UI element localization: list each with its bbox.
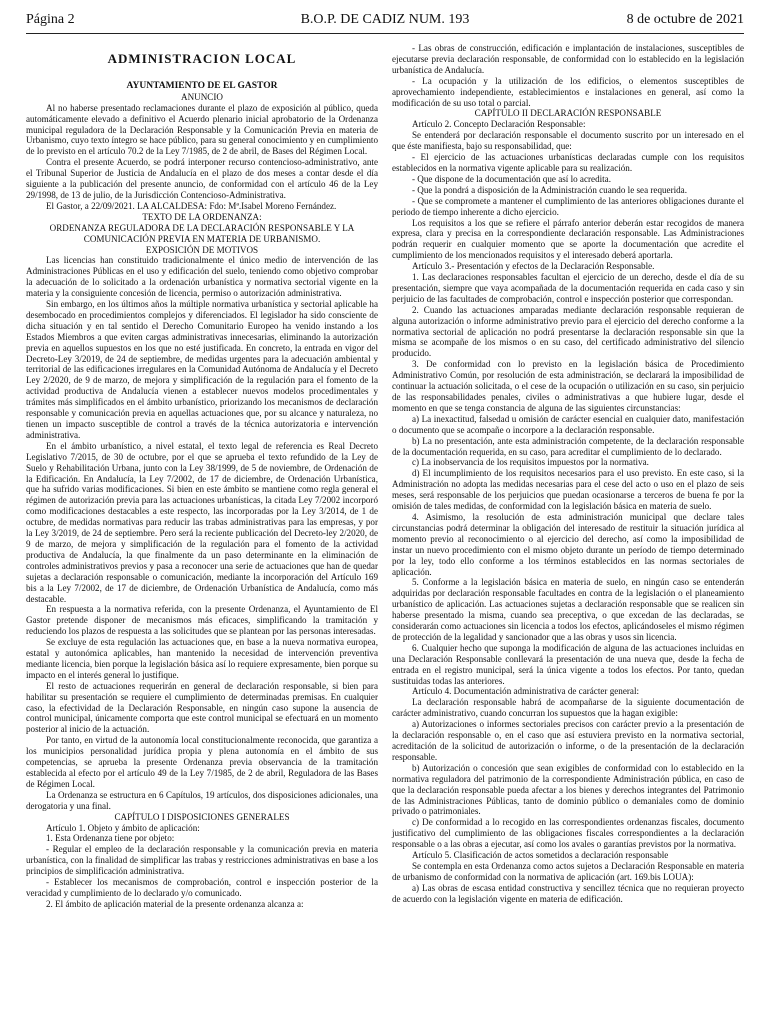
paragraph: La declaración responsable habrá de acompañarse de la siguiente documentación de carácter administrativo, cuando concurran los supuestos que la hagan exigible: xyxy=(392,697,744,719)
paragraph: El Gastor, a 22/09/2021. LA ALCALDESA: Fdo: Mª.Isabel Moreno Fernández. xyxy=(46,200,337,211)
paragraph: 1. Esta Ordenanza tiene por objeto: xyxy=(46,833,175,844)
paragraph: Artículo 2. Concepto Declaración Responsable: xyxy=(412,119,586,130)
paragraph: a) Autorizaciones o informes sectoriales precisos con carácter previo a la presentación de la declaración responsable o, en el caso que así estuviera previsto en la normativa sectorial, acreditación de la solicitud de autorización o informe, o de la presentación de la declaración responsable. xyxy=(392,719,744,762)
paragraph: - Regular el empleo de la declaración responsable y la comunicación previa en materia urbanística, con la finalidad de simplificar las trabas y restricciones administrativas en base a los principios de simplificación administrativa. xyxy=(26,844,378,877)
paragraph: Contra el presente Acuerdo, se podrá interponer recurso contencioso-administrativo, ante el Tribunal Superior de Justicia de Andalucía en el plazo de dos meses a contar desde el día siguiente a la publicación del presente anuncio, de conformidad con el artículo 46 de la Ley 29/1998, de 13 de julio, de la Jurisdicción Contencioso-Administrativa. xyxy=(26,157,378,200)
paragraph: b) La no presentación, ante esta administración competente, de la declaración responsable de la documentación requerida, en su caso, para acreditar el cumplimiento de lo declarado. xyxy=(392,435,744,457)
paragraph: Se excluye de esta regulación las actuaciones que, en base a la nueva normativa europea, estatal y autonómica aplicables, han mantenido la necesidad de intervención preventiva mediante licencia, bien porque la legislación básica así lo requiere expresamente, bien porque su impacto en el interés general lo justifique. xyxy=(26,637,378,680)
paragraph: En el ámbito urbanístico, a nivel estatal, el texto legal de referencia es Real Decreto Legislativo 7/2015, de 30 de octubre, por el que se aprueba el texto refundido de la Ley de Suelo y Rehabilitación Urbana, junto con la Ley 38/1999, de 5 de noviembre, de Ordenación de la Edificación. En Andalucía, la Ley 7/2002, de 17 de diciembre, de Ordenación Urbanística, que ha sufrido varias modificaciones. Si bien en este ámbito se mantiene como regla general el régimen de autorización previa para las actuaciones urbanísticas, la citada Ley 7/2002 incorporó como modificaciones destacables a este respecto, las incorporadas por la Ley 3/2014, de 1 de octubre, de medidas normativas para reducir las trabas administrativas para las empresas, y por la Ley 3/2019, de 24 de septiembre. Pero será la reciente publicación del Decreto-ley 2/2020, de 9 de marzo, de mejora y simplificación de la regulación para el fomento de la actividad productiva de Andalucía, la que finalmente da un paso determinante en la eliminación de controles administrativos previos y pasa a reconocer una serie de actuaciones que han de quedar sujetas a declaración responsable o comunicación, mediante la incorporación del Artículo 169 bis a la Ley 7/2002, de 17 de diciembre, de Ordenación Urbanística de Andalucía, como más destacable. xyxy=(26,440,378,604)
paragraph: - Establecer los mecanismos de comprobación, control e inspección posterior de la veracidad y cumplimiento de lo declarado y/o comunicado. xyxy=(26,877,378,898)
organization-heading: AYUNTAMIENTO DE EL GASTOR xyxy=(126,80,278,91)
section-title: ADMINISTRACION LOCAL xyxy=(107,51,297,66)
paragraph: Se entenderá por declaración responsable el documento suscrito por un interesado en el que éste manifiesta, bajo su responsabilidad, que: xyxy=(392,130,744,152)
left-column xyxy=(26,40,378,910)
paragraph: El resto de actuaciones requerirán en general de declaración responsable, si bien para habilitar su presentación se requiere el cumplimiento de determinadas premisas. En cualquier caso, la efectividad de la Declaración Responsable, en ningún caso supone la ausencia de control municipal, únicamente comporta que este control municipal se efectuará en un momento posterior al inicio de la actuación. xyxy=(26,680,378,735)
paragraph: c) La inobservancia de los requisitos impuestos por la normativa. xyxy=(412,457,649,468)
paragraph: - La ocupación y la utilización de los edificios, o elementos susceptibles de aprovechamiento independiente, establecimientos e instalaciones en general, así como la modificación de su uso total o parcial. xyxy=(392,75,744,108)
paragraph: 2. El ámbito de aplicación material de la presente ordenanza alcanza a: xyxy=(46,898,304,909)
paragraph: Sin embargo, en los últimos años la múltiple normativa urbanística y sectorial aplicable ha desembocado en procedimientos complejos y diferenciados. El legislador ha sido consciente de dicha situación y en tal sentido el Derecho Comunitario Europeo ha venido instando a los Estados Miembros a que eviten cargas administrativas innecesarias, eliminando la autorización previa en aquellos supuestos en los que no esté justificada. En concreto, la entrada en vigor del Decreto-Ley 3/2019, de 24 de septiembre, de medidas urgentes para la adecuación ambiental y territorial de las edificaciones irregulares en la Comunidad Autónoma de Andalucía y el Decreto Ley 2/2020, de 9 de marzo, de mejora y simplificación de la regulación para el fomento de la actividad productiva de Andalucía vienen a establecer nuevos modelos procedimentales y trámites más simplificados en el ámbito urbanístico, priorizando los mecanismos de declaración responsable y comunicación previa en aquellas actuaciones que, por su alcance y naturaleza, no tienen un impacto susceptible de control a través de la técnica autorizatoria e intervención administrativa. xyxy=(26,299,378,440)
bulletin-date: 8 de octubre de 2021 xyxy=(626,12,744,27)
paragraph: Artículo 5. Clasificación de actos sometidos a declaración responsable xyxy=(412,850,669,861)
paragraph: 1. Las declaraciones responsables facultan el ejercicio de un derecho, desde el día de su presentación, siempre que vaya acompañada de la documentación requerida en cada caso y sin perjuicio de las facultades de comprobación, control e inspección posterior que correspondan. xyxy=(392,272,744,304)
right-column xyxy=(392,43,744,905)
paragraph: 4. Asimismo, la resolución de esta administración municipal que declare tales circunstancias podrá determinar la obligación del interesado de restituir la situación jurídica al momento previo al reconocimiento o al ejercicio del derecho, así como la imposibilidad de instar un nuevo procedimiento con el mismo objeto durante un período de tiempo determinado por la ley, todo ello conforme a los términos establecidos en las normas sectoriales de aplicación. xyxy=(392,511,744,577)
paragraph: - Las obras de construcción, edificación e implantación de instalaciones, susceptibles de ejecutarse previa declaración responsable, de conformidad con lo establecido en la legislación urbanística de Andalucía. xyxy=(392,43,744,75)
centered-heading: ANUNCIO xyxy=(181,91,223,102)
paragraph: - El ejercicio de las actuaciones urbanísticas declaradas cumple con los requisitos establecidos en la normativa vigente aplicable para su realización. xyxy=(392,152,744,173)
centered-heading: TEXTO DE LA ORDENANZA: xyxy=(142,211,262,222)
header-rule xyxy=(26,33,744,34)
centered-heading: EXPOSICIÓN DE MOTIVOS xyxy=(145,244,259,255)
paragraph: Los requisitos a los que se refiere el párrafo anterior deberán estar recogidos de manera expresa, clara y precisa en la correspondiente declaración responsable. Las Administraciones podrán requerir en cualquier momento que se aporte la documentación que acredite el cumplimiento de los mencionados requisitos y el interesado deberá aportarla. xyxy=(392,217,744,261)
paragraph: a) La inexactitud, falsedad u omisión de carácter esencial en cualquier dato, manifestación o documento que se acompañe o incorpore a la declaración responsable. xyxy=(392,413,744,435)
paragraph: - Que la pondrá a disposición de la Administración cuando le sea requerida. xyxy=(412,184,687,195)
page-header xyxy=(26,12,744,32)
paragraph: Por tanto, en virtud de la autonomía local constitucionalmente reconocida, que garantiza a los municipios personalidad jurídica propia y plena autonomía en el ámbito de sus competencias, se aprueba la presente Ordenanza previa observancia de la tramitación establecida al efecto por el artículo 49 de la Ley 7/1985, de 2 de abril, Reguladora de las Bases de Régimen Local. xyxy=(26,735,378,789)
paragraph: b) Autorización o concesión que sean exigibles de conformidad con lo establecido en la normativa reguladora del patrimonio de la correspondiente Administración pública, en caso de que la declaración responsable pueda afectar a los bienes y derechos integrantes del Patrimonio de las Administraciones Públicas, tanto de dominio público o demaniales como de dominio privado o patrimoniales. xyxy=(392,762,744,817)
paragraph: Artículo 4. Documentación administrativa de carácter general: xyxy=(412,686,639,697)
paragraph: Las licencias han constituido tradicionalmente el único medio de intervención de las Administraciones Públicas en el uso y edificación del suelo, teniendo como objetivo comprobar la adecuación de lo solicitado a la ordenación urbanística y normativa sectorial vigente en la materia y la consiguiente concesión de licencia, permiso o autorización administrativa. xyxy=(26,255,378,299)
paragraph: 6. Cualquier hecho que suponga la modificación de alguna de las actuaciones incluidas en una Declaración Responsable conllevará la presentación de una nueva que, desde la fecha de entrada en el registro municipal, será la única vigente a todos los efectos. Por tanto, quedan sustituidas todas las anteriores. xyxy=(392,642,744,686)
paragraph: d) El incumplimiento de los requisitos necesarios para el uso previsto. En este caso, si la Administración no adopta las medidas necesarias para el cese del acto o uso en el plazo de seis meses, será responsable de los perjuicios que puedan ocasionarse a terceros de buena fe por la omisión de tales medidas, de conformidad con la legislación básica en materia de suelo. xyxy=(392,468,744,512)
paragraph: Se contempla en esta Ordenanza como actos sujetos a Declaración Responsable en materia de urbanismo de conformidad con la normativa de aplicación (art. 169.bis LOUA): xyxy=(392,860,744,882)
paragraph: 2. Cuando las actuaciones amparadas mediante declaración responsable requieran de alguna autorización o informe administrativo previo para el ejercicio del derecho conforme a la normativa sectorial de aplicación no podrá presentarse la declaración responsable sin que la misma se acompañe de los mismos o en su caso, del certificado administrativo del silencio producido. xyxy=(392,304,744,359)
paragraph: Artículo 1. Objeto y ámbito de aplicación: xyxy=(46,822,200,833)
paragraph: 5. Conforme a la legislación básica en materia de suelo, en ningún caso se entenderán adquiridas por declaración responsable facultades en contra de la legislación o el planeamiento urbanístico de aplicación. Las actuaciones sujetas a declaración responsable que se realicen sin haberse presentado la misma, cuando sea preceptiva, o que excedan de las declaradas, se considerarán como actuaciones sin licencia a todos los efectos, aplicándoseles el mismo régimen de protección de la legalidad y sancionador que a las obras y usos sin licencia. xyxy=(392,577,744,642)
paragraph: c) De conformidad a lo recogido en las correspondientes ordenanzas fiscales, documento justificativo del cumplimiento de las obligaciones fiscales correspondientes a la declaración responsable o a las obras a ejecutar, así como los avales o garantías previstos por la normativa. xyxy=(392,817,744,850)
bulletin-title: B.O.P. DE CADIZ NUM. 193 xyxy=(300,12,470,27)
paragraph: Artículo 3.- Presentación y efectos de la Declaración Responsable. xyxy=(412,261,655,272)
paragraph: Al no haberse presentado reclamaciones durante el plazo de exposición al público, queda automáticamente elevado a definitivo el Acuerdo plenario inicial aprobatorio de la Ordenanza municipal reguladora de la Declaración Responsable y la Comunicación Previa en materia de Urbanismo, cuyo texto íntegro se hace público, para su general conocimiento y en cumplimiento de lo previsto en el artículo 70.2 de la Ley 7/1985, de 2 de abril, de Bases del Régimen Local. xyxy=(26,102,378,157)
centered-heading: ORDENANZA REGULADORA DE LA DECLARACIÓN RESPONSABLE Y LA COMUNICACIÓN PREVIA EN MATERIA DE URBANISMO. xyxy=(49,222,355,244)
centered-heading: CAPÍTULO II DECLARACIÓN RESPONSABLE xyxy=(474,108,662,119)
paragraph: - Que dispone de la documentación que así lo acredita. xyxy=(412,173,611,184)
paragraph: - Que se compromete a mantener el cumplimiento de las anteriores obligaciones durante el periodo de tiempo inherente a dicho ejercicio. xyxy=(392,195,744,217)
paragraph: 3. De conformidad con lo previsto en la legislación básica de Procedimiento Administrativo Común, por resolución de esta administración, se declarará la imposibilidad de continuar la actuación solicitada, o el cese de la ocupación o utilización en su caso, sin perjuicio de las responsabilidades penales, civiles o administrativas a que hubiere lugar, desde el momento en que se tenga constancia de alguna de las siguientes circunstancias: xyxy=(392,359,744,413)
paragraph: a) Las obras de escasa entidad constructiva y sencillez técnica que no requieran proyecto de acuerdo con la legislación vigente en materia de edificación. xyxy=(392,882,744,904)
page-number: Página 2 xyxy=(26,12,75,27)
centered-heading: CAPÍTULO I DISPOSICIONES GENERALES xyxy=(114,811,290,822)
paragraph: En respuesta a la normativa referida, con la presente Ordenanza, el Ayuntamiento de El Gastor pretende disponer de mecanismos más eficaces, simplificando la tramitación y reduciendo los plazos de respuesta a las solicitudes que se plantean por las personas interesadas. xyxy=(26,604,378,637)
paragraph: La Ordenanza se estructura en 6 Capítulos, 19 artículos, dos disposiciones adicionales, una derogatoria y una final. xyxy=(26,789,378,811)
